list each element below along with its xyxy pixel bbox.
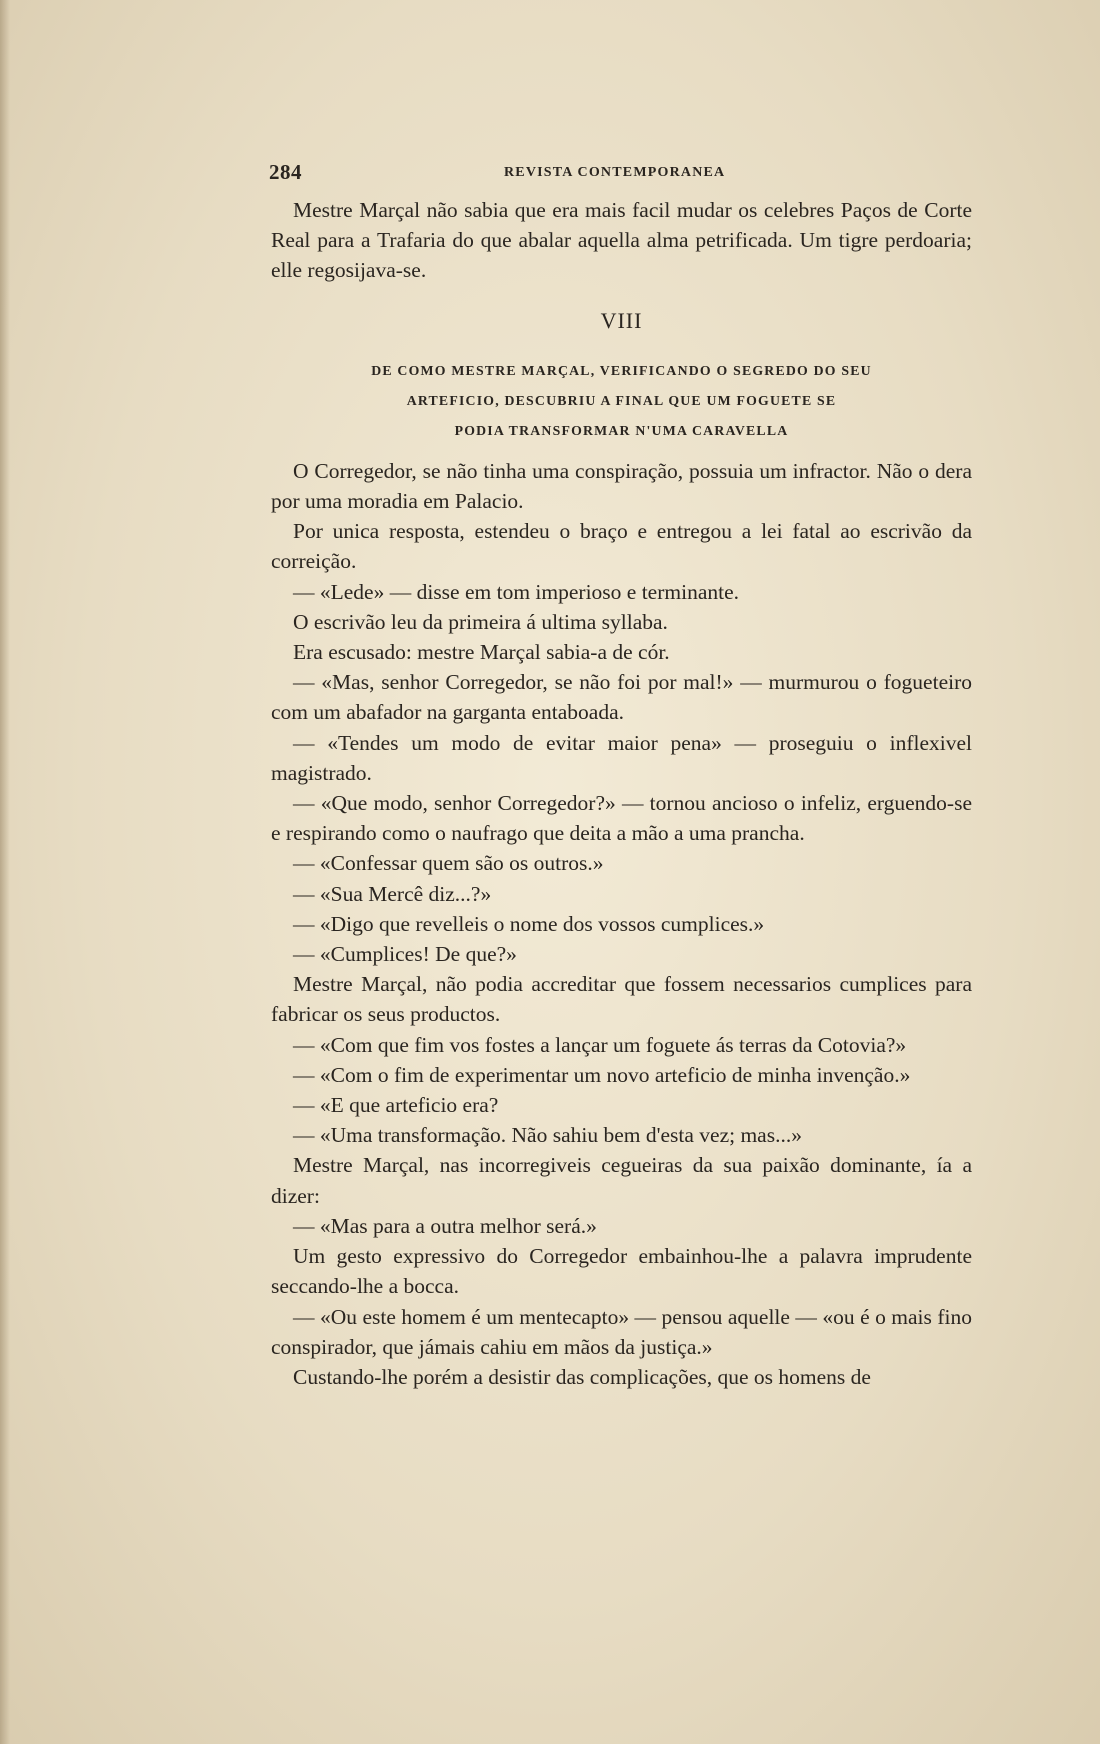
paragraph: — «Mas para a outra melhor será.»: [293, 1213, 597, 1238]
paragraph: — «Tendes um modo de evitar maior pena» — proseguiu o inflexivel magistrado.: [271, 730, 972, 785]
body-text: [271, 195, 972, 1392]
paragraph: — «Cumplices! De que?»: [293, 942, 517, 967]
page-number: 284: [269, 160, 302, 184]
paragraph: Mestre Marçal, não podia accreditar que fossem necessarios cumplices para fabricar os seus productos.: [271, 972, 972, 1027]
chapter-number: VIII: [600, 307, 643, 333]
paragraph: — «Sua Mercê diz...?»: [293, 881, 492, 906]
chapter-title: [271, 356, 972, 446]
opening-paragraph: Mestre Marçal não sabia que era mais facil mudar os celebres Paços de Corte Real para a Trafaria do que abalar aquella alma petrificada. Um tigre perdoaria; elle regosijava-se.: [271, 198, 972, 283]
chapter-title-line: DE COMO MESTRE MARÇAL, VERIFICANDO O SEGREDO DO SEU: [371, 362, 872, 378]
paragraph: — «Mas, senhor Corregedor, se não foi por mal!» — murmurou o fogueteiro com um abafador na garganta entaboada.: [271, 670, 972, 725]
paragraph: — «Digo que revelleis o nome dos vossos cumplices.»: [293, 911, 765, 936]
paragraph: — «Confessar quem são os outros.»: [293, 851, 604, 876]
page-header: [269, 160, 974, 188]
paragraph: — «Lede» — disse em tom imperioso e terminante.: [293, 579, 740, 604]
paragraph: Era escusado: mestre Marçal sabia-a de cór.: [293, 640, 670, 665]
paragraph: — «Uma transformação. Não sahiu bem d'esta vez; mas...»: [293, 1123, 802, 1148]
paragraph: — «E que arteficio era?: [293, 1093, 499, 1118]
chapter-title-line: ARTEFICIO, DESCUBRIU A FINAL QUE UM FOGUETE SE: [406, 392, 837, 408]
paragraph: Por unica resposta, estendeu o braço e entregou a lei fatal ao escrivão da correição.: [271, 519, 972, 574]
paragraph: — «Ou este homem é um mentecapto» — pensou aquelle — «ou é o mais fino conspirador, que jámais cahiu em mãos da justiça.»: [271, 1304, 972, 1359]
paragraph: — «Com o fim de experimentar um novo arteficio de minha invenção.»: [293, 1062, 911, 1087]
page-edge-shadow: [0, 0, 10, 1744]
paragraph: — «Com que fim vos fostes a lançar um foguete ás terras da Cotovia?»: [293, 1032, 907, 1057]
paragraph: Um gesto expressivo do Corregedor embainhou-lhe a palavra imprudente seccando-lhe a bocca.: [271, 1244, 972, 1299]
paragraph: O escrivão leu da primeira á ultima syllaba.: [293, 609, 668, 634]
paragraph: Mestre Marçal, nas incorregiveis cegueiras da sua paixão dominante, ía a dizer:: [271, 1153, 972, 1208]
paragraph: Custando-lhe porém a desistir das complicações, que os homens de: [293, 1364, 871, 1389]
paragraph: O Corregedor, se não tinha uma conspiração, possuia um infractor. Não o dera por uma moradia em Palacio.: [271, 458, 972, 514]
chapter-title-line: PODIA TRANSFORMAR N'UMA CARAVELLA: [454, 422, 789, 438]
running-head: REVISTA CONTEMPORANEA: [504, 165, 726, 180]
paragraph: — «Que modo, senhor Corregedor?» — tornou ancioso o infeliz, erguendo-se e respirando como o naufrago que deita a mão a uma prancha.: [271, 791, 972, 846]
